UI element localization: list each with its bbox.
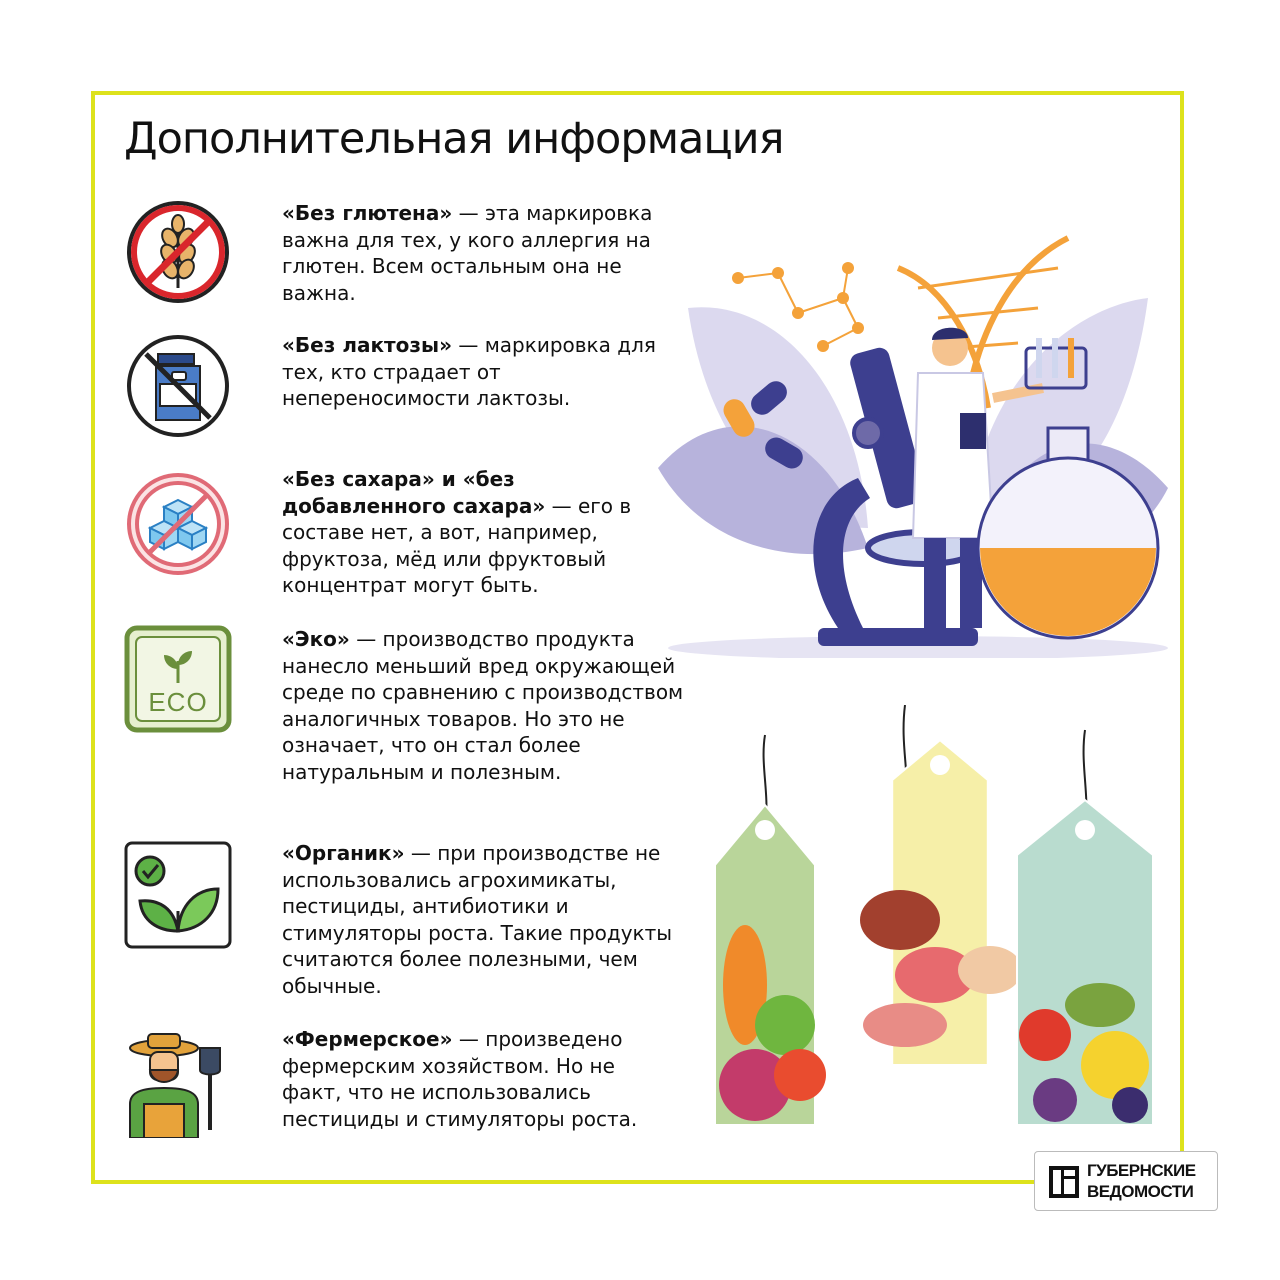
item-term: «Эко» xyxy=(282,627,350,651)
list-item xyxy=(282,332,692,412)
tag-left xyxy=(715,805,826,1125)
item-desc: — маркировка для тех, кто страдает от непереносимости лактозы. xyxy=(282,333,656,410)
list-item xyxy=(282,840,686,999)
list-item xyxy=(282,466,662,599)
eco-badge-text: ECO xyxy=(148,687,208,717)
list-item xyxy=(282,626,684,785)
no-gluten-icon xyxy=(124,198,232,306)
page-title: Дополнительная информация xyxy=(124,114,784,164)
item-desc: — производство продукта нанесло меньший вред окружающей среде по сравнению с производством аналогичных товаров. Но это не означает, что он стал более натуральным и полезным. xyxy=(282,627,684,784)
list-item xyxy=(282,1026,674,1132)
item-term: «Без лактозы» xyxy=(282,333,452,357)
item-term: «Без сахара» и «без добавленного сахара» xyxy=(282,467,546,518)
item-desc: — его в составе нет, а вот, например, фруктоза, мёд или фруктовый концентрат могут быть. xyxy=(282,493,632,597)
scientist-illustration xyxy=(648,228,1178,658)
food-tags-illustration xyxy=(705,705,1160,1135)
list-item xyxy=(282,200,692,306)
no-sugar-icon xyxy=(124,470,232,578)
tag-right xyxy=(1017,800,1153,1125)
item-term: «Органик» xyxy=(282,841,405,865)
farmer-icon xyxy=(124,1030,232,1138)
publisher-logo xyxy=(1034,1151,1218,1211)
eco-icon xyxy=(124,625,232,733)
item-term: «Без глютена» xyxy=(282,201,453,225)
item-term: «Фермерское» xyxy=(282,1027,453,1051)
logo-mark-icon xyxy=(1049,1166,1079,1198)
item-desc: — при производстве не использовались агрохимикаты, пестициды, антибиотики и стимуляторы роста. Такие продукты считаются более полезными, чем обычные. xyxy=(282,841,673,998)
tag-middle xyxy=(860,740,1022,1065)
item-desc: — эта маркировка важна для тех, у кого аллергия на глютен. Всем остальным она не важна. xyxy=(282,201,653,305)
logo-line2: ВЕДОМОСТИ xyxy=(1087,1182,1194,1201)
organic-icon xyxy=(124,841,232,949)
no-lactose-icon xyxy=(124,332,232,440)
logo-line1: ГУБЕРНСКИЕ xyxy=(1087,1161,1196,1180)
item-desc: — произведено фермерским хозяйством. Но не факт, что не использовались пестициды и стимуляторы роста. xyxy=(282,1027,638,1131)
